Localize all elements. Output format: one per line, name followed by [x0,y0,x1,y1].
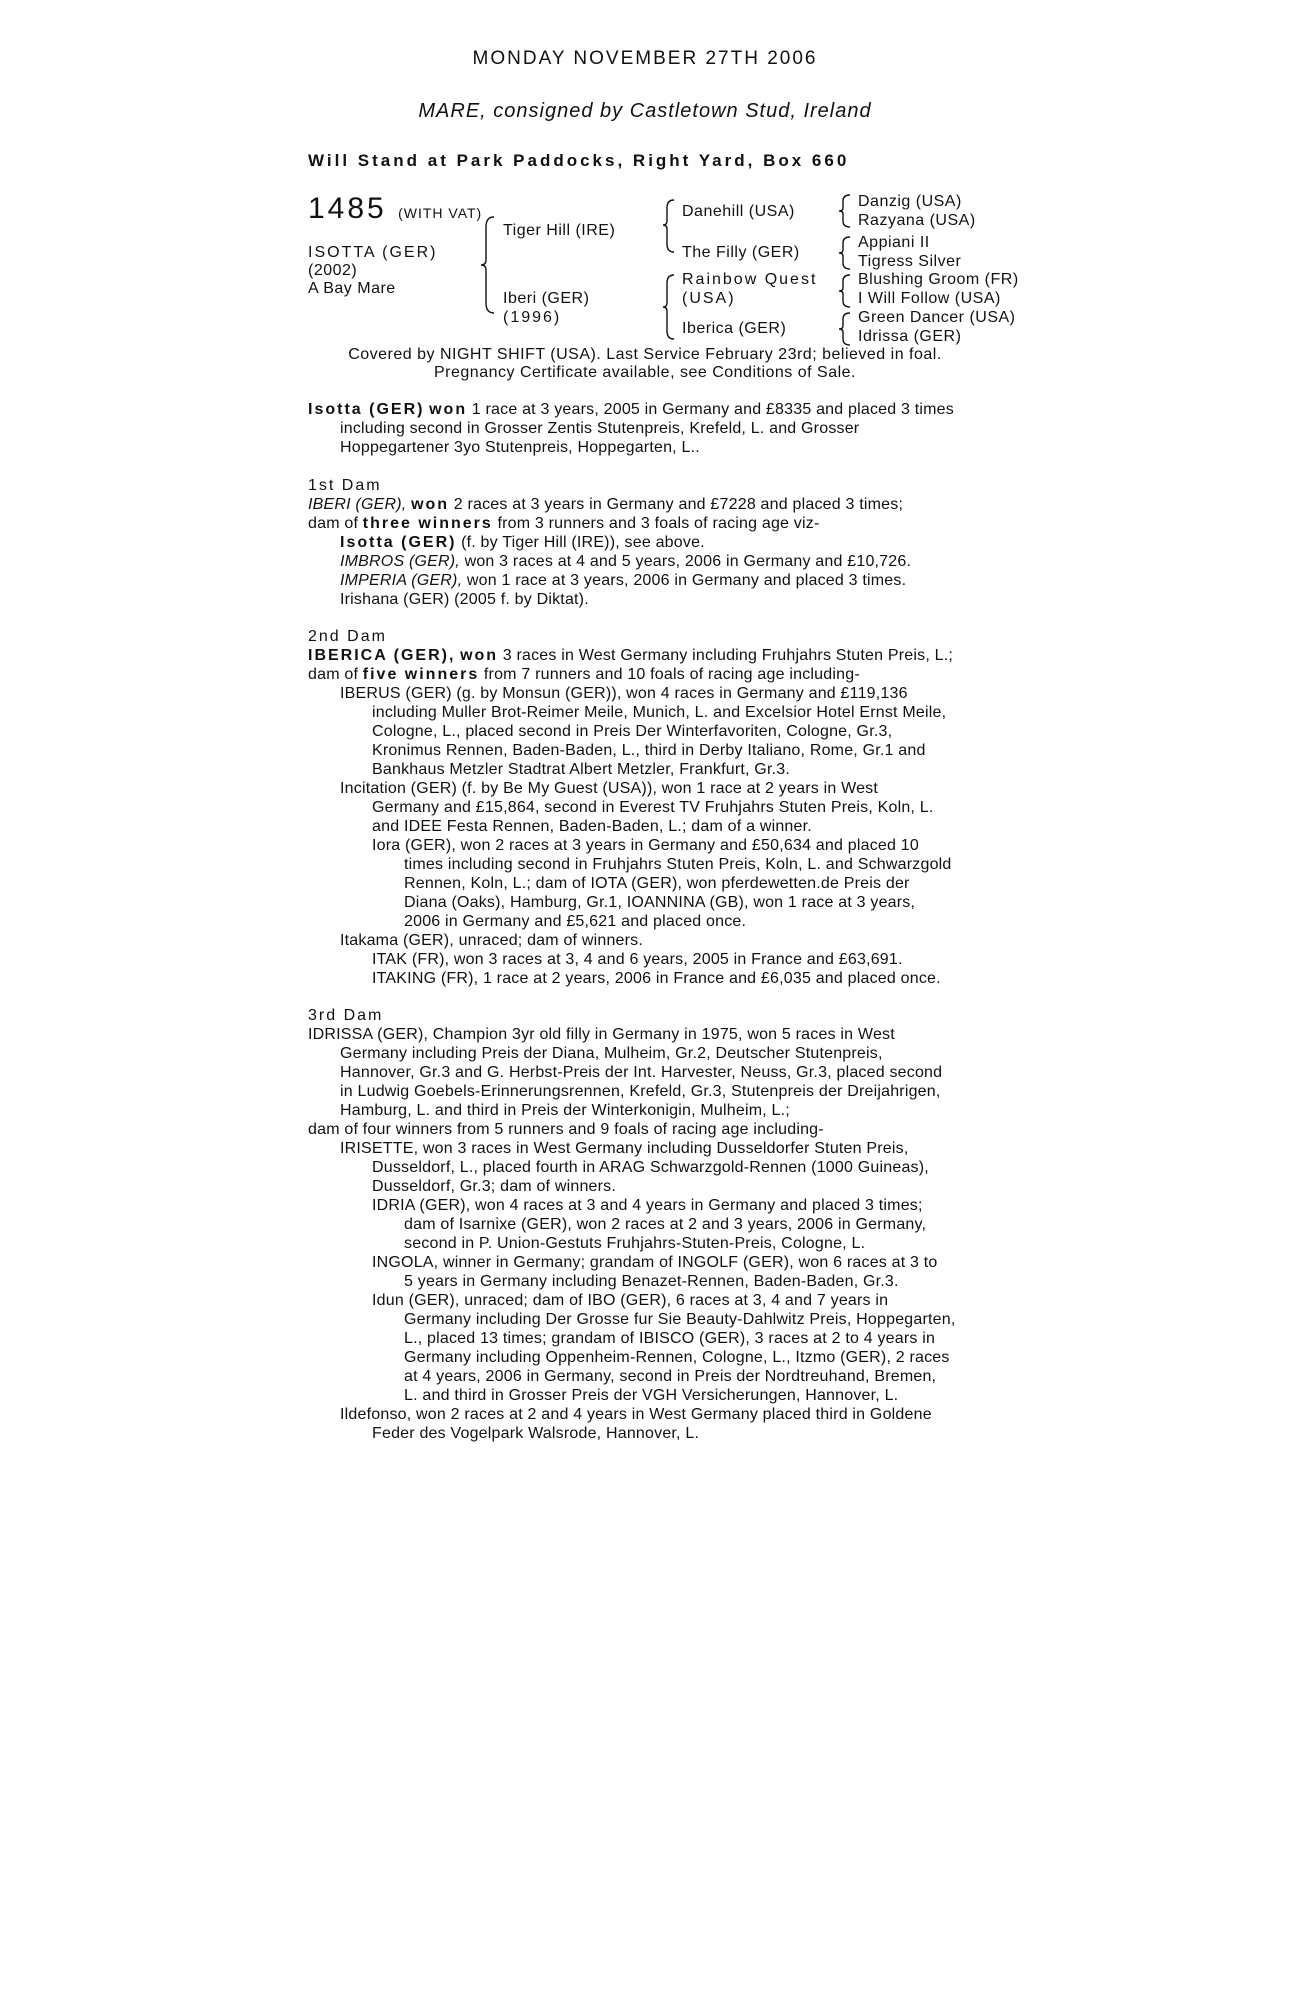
produce-line: ITAK (FR), won 3 races at 3, 4 and 6 years, 2005 in France and £63,691. [372,951,903,968]
produce-line: Incitation (GER) (f. by Be My Guest (USA)), won 1 race at 2 years in West [340,780,879,797]
pedigree-bracket-3d [840,311,854,347]
produce-line: L. and third in Grosser Preis der VGH Versicherungen, Hannover, L. [404,1387,899,1404]
produce-line: IDRIA (GER), won 4 races at 3 and 4 years in Germany and placed 3 times; [372,1197,923,1214]
produce-line: IBERUS (GER) (g. by Monsun (GER)), won 4 races in Germany and £119,136 [340,685,908,702]
pedigree-dam-line2: (1996) [503,309,562,326]
produce-text: Irishana (GER) (2005 f. by Diktat). [340,591,589,608]
produce-line: including Muller Brot-Reimer Meile, Munich, L. and Excelsior Hotel Ernst Meile, [372,704,947,721]
section-heading: 3rd Dam [308,1007,384,1024]
produce-line: ITAKING (FR), 1 race at 2 years, 2006 in France and £6,035 and placed once. [372,970,941,987]
pedigree-sire-sire: Danehill (USA) [682,203,795,220]
consignor-line: MARE, consigned by Castletown Stud, Ireland [418,100,872,122]
pedigree-dds: Green Dancer (USA) [858,309,1016,326]
record-line: including second in Grosser Zentis Stutenpreis, Krefeld, L. and Grosser [340,420,860,437]
dam-of-pre: dam of [308,515,363,532]
dam-name: IBERICA (GER), [308,647,456,664]
winners-count: three winners [362,515,493,532]
stand-location: Will Stand at Park Paddocks, Right Yard, Box 660 [308,151,850,170]
dam-line: IDRISSA (GER), Champion 3yr old filly in Germany in 1975, won 5 races in West [308,1026,895,1043]
lot-number-value: 1485 [308,192,387,225]
produce-text: won 1 race at 3 years, 2006 in Germany and placed 3 times. [462,572,907,589]
produce-name: IMBROS (GER), [340,553,460,570]
dam-line: Hamburg, L. and third in Preis der Winterkonigin, Mulheim, L.; [340,1102,790,1119]
produce-line: Iora (GER), won 2 races at 3 years in Germany and £50,634 and placed 10 [372,837,919,854]
dam-name: IBERI (GER), [308,496,407,513]
produce-line: IRISETTE, won 3 races in West Germany including Dusseldorfer Stuten Preis, [340,1140,909,1157]
pedigree-dam-sire-line2: (USA) [682,290,736,307]
covered-line1: Covered by NIGHT SHIFT (USA). Last Service February 23rd; believed in foal. [348,346,942,363]
dam-of-post: from 3 runners and 3 foals of racing age viz- [492,515,820,532]
produce-line: 2006 in Germany and £5,621 and placed once. [404,913,747,930]
pedigree-dsd: I Will Follow (USA) [858,290,1001,307]
dam-of-post: from 7 runners and 10 foals of racing age including- [479,666,860,683]
dam-line: Germany including Preis der Diana, Mulheim, Gr.2, Deutscher Stutenpreis, [340,1045,883,1062]
third-dam-section [308,1006,976,1443]
record-line [308,400,976,419]
pedigree-bracket-3b [840,235,854,271]
dam-of-line [308,514,976,533]
produce-line: and IDEE Festa Rennen, Baden-Baden, L.; dam of a winner. [372,818,812,835]
dam-of-pre: dam of [308,666,363,683]
pedigree-dam-sire-line1: Rainbow Quest [682,271,818,288]
produce-line: L., placed 13 times; grandam of IBISCO (GER), 3 races at 2 to 4 years in [404,1330,936,1347]
horse-name: ISOTTA (GER) [308,244,438,261]
produce-item [308,590,976,609]
pedigree-sire: Tiger Hill (IRE) [503,222,616,239]
produce-line: Germany including Der Grosse fur Sie Beauty-Dahlwitz Preis, Hoppegarten, [404,1311,956,1328]
pedigree-sds: Appiani II [858,234,930,251]
pedigree-dam-dam: Iberica (GER) [682,320,787,337]
produce-name: Isotta (GER) [340,534,457,551]
produce-line: Cologne, L., placed second in Preis Der Winterfavoriten, Cologne, Gr.3, [372,723,893,740]
produce-name: IMPERIA (GER), [340,572,463,589]
produce-line: 5 years in Germany including Benazet-Rennen, Baden-Baden, Gr.3. [404,1273,899,1290]
dam-line [308,495,976,514]
dam-won: won [411,496,450,513]
produce-line: Germany and £15,864, second in Everest TV Fruhjahrs Stuten Preis, Koln, L. [372,799,934,816]
pedigree-dam-line1: Iberi (GER) [503,290,590,307]
dam-text: 2 races at 3 years in Germany and £7228 and placed 3 times; [449,496,904,513]
produce-text: (f. by Tiger Hill (IRE)), see above. [456,534,705,551]
pedigree-bracket-3a [840,193,854,229]
produce-item [308,571,976,590]
produce-line: times including second in Fruhjahrs Stuten Preis, Koln, L. and Schwarzgold [404,856,952,873]
dam-won: won [460,647,499,664]
sale-date: MONDAY NOVEMBER 27TH 2006 [472,48,818,69]
produce-line: Bankhaus Metzler Stadtrat Albert Metzler, Frankfurt, Gr.3. [372,761,790,778]
record-line: Hoppegartener 3yo Stutenpreis, Hoppegarten, L.. [340,439,700,456]
section-heading: 1st Dam [308,477,382,494]
produce-line: Idun (GER), unraced; dam of IBO (GER), 6 races at 3, 4 and 7 years in [372,1292,889,1309]
dam-text: 3 races in West Germany including Fruhjahrs Stuten Preis, L.; [498,647,954,664]
produce-line: Germany including Oppenheim-Rennen, Cologne, L., Itzmo (GER), 2 races [404,1349,950,1366]
first-dam-section [308,476,976,609]
produce-line: INGOLA, winner in Germany; grandam of INGOLF (GER), won 6 races at 3 to [372,1254,938,1271]
produce-line: Ildefonso, won 2 races at 2 and 4 years in West Germany placed third in Goldene [340,1406,932,1423]
winners-count: five winners [362,666,480,683]
produce-line: second in P. Union-Gestuts Fruhjahrs-Stuten-Preis, Cologne, L. [404,1235,866,1252]
pedigree-bracket-dam [664,273,678,341]
pedigree-ddd: Idrissa (GER) [858,328,962,345]
dam-line [308,646,976,665]
dam-of-line [308,665,976,684]
pedigree-sire-dam: The Filly (GER) [682,244,800,261]
produce-line: Diana (Oaks), Hamburg, Gr.1, IOANNINA (GB), won 1 race at 3 years, [404,894,916,911]
dam-line: Hannover, Gr.3 and G. Herbst-Preis der Int. Harvester, Neuss, Gr.3, placed second [340,1064,943,1081]
pedigree-sss: Danzig (USA) [858,193,962,210]
dam-line: in Ludwig Goebels-Erinnerungsrennen, Krefeld, Gr.3, Stutenpreis der Dreijahrigen, [340,1083,941,1100]
pedigree-ssd: Razyana (USA) [858,212,976,229]
dam-of-line: dam of four winners from 5 runners and 9 foals of racing age including- [308,1121,824,1138]
second-dam-section [308,627,976,988]
produce-line: Dusseldorf, Gr.3; dam of winners. [372,1178,617,1195]
record-won: won [429,401,468,418]
pedigree-bracket-3c [840,273,854,309]
pedigree-bracket-main [484,215,498,315]
covered-line2: Pregnancy Certificate available, see Conditions of Sale. [434,364,856,381]
produce-text: won 3 races at 4 and 5 years, 2006 in Germany and £10,726. [459,553,912,570]
race-record [308,400,976,457]
produce-line: Rennen, Koln, L.; dam of IOTA (GER), won pferdewetten.de Preis der [404,875,910,892]
produce-line: Dusseldorf, L., placed fourth in ARAG Schwarzgold-Rennen (1000 Guineas), [372,1159,929,1176]
record-horse-name: Isotta (GER) [308,401,425,418]
pedigree-dss: Blushing Groom (FR) [858,271,1019,288]
produce-line: Itakama (GER), unraced; dam of winners. [340,932,644,949]
lot-number [308,192,482,226]
produce-item [308,533,976,552]
record-text: 1 race at 3 years, 2005 in Germany and £8335 and placed 3 times [467,401,954,418]
horse-description: A Bay Mare [308,280,396,297]
produce-line: Kronimus Rennen, Baden-Baden, L., third in Derby Italiano, Rome, Gr.1 and [372,742,926,759]
produce-line: at 4 years, 2006 in Germany, second in Preis der Nordtreuhand, Bremen, [404,1368,937,1385]
produce-line: dam of Isarnixe (GER), won 2 races at 2 and 3 years, 2006 in Germany, [404,1216,927,1233]
produce-line: Feder des Vogelpark Walsrode, Hannover, L. [372,1425,700,1442]
horse-year: (2002) [308,262,358,279]
pedigree-sdd: Tigress Silver [858,253,962,270]
lot-vat: (WITH VAT) [398,205,483,221]
produce-item [308,552,976,571]
pedigree-bracket-sire [664,198,678,254]
section-heading: 2nd Dam [308,628,387,645]
